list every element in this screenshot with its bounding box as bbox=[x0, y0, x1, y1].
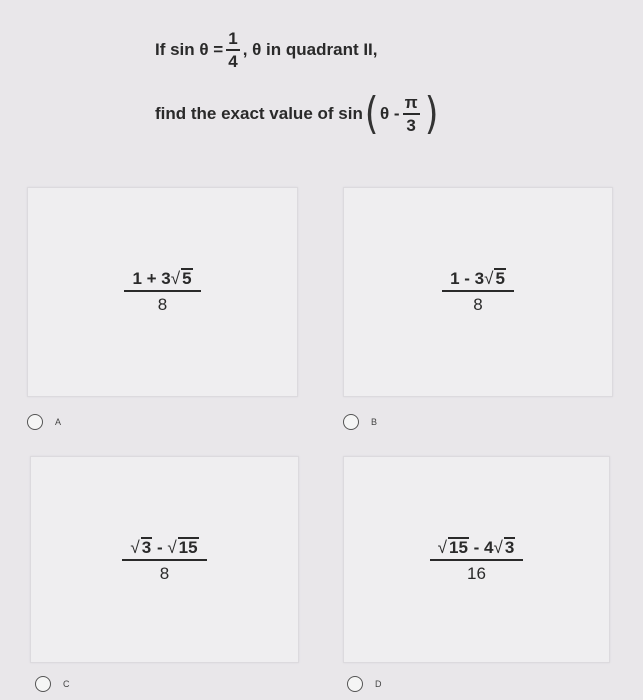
theta-minus: θ - bbox=[380, 104, 400, 123]
question-find-text: find the exact value of sin bbox=[155, 104, 363, 123]
option-d-label: D bbox=[375, 679, 382, 689]
option-b-label: B bbox=[371, 417, 378, 427]
right-paren: ) bbox=[424, 88, 439, 139]
question-given-text: If sin θ = bbox=[155, 40, 224, 59]
option-a-radio[interactable] bbox=[27, 414, 43, 430]
question-prompt bbox=[0, 0, 643, 170]
option-card-d[interactable] bbox=[343, 456, 610, 663]
option-c-radio[interactable] bbox=[35, 676, 51, 692]
option-b-choice[interactable] bbox=[343, 414, 377, 430]
option-d-choice[interactable] bbox=[347, 676, 382, 692]
option-c-expression: $\frac{√ 3 - √ 15}{8}$ bbox=[122, 537, 206, 582]
option-card-b[interactable] bbox=[343, 187, 613, 397]
option-c-label: C bbox=[63, 679, 70, 689]
option-d-expression: $\frac{√ 15 - 4√ 3}{16}$ bbox=[430, 537, 524, 582]
option-c-choice[interactable] bbox=[35, 676, 70, 692]
question-quadrant-text: , θ in quadrant II, bbox=[242, 40, 378, 59]
question-line-1 bbox=[155, 30, 378, 70]
option-card-c[interactable] bbox=[30, 456, 299, 663]
fraction-pi-third: $\frac{\pi}{3}$ bbox=[404, 93, 418, 135]
option-b-radio[interactable] bbox=[343, 414, 359, 430]
option-d-radio[interactable] bbox=[347, 676, 363, 692]
left-paren: ( bbox=[364, 88, 379, 139]
fraction-one-fourth: $\frac{1}{4}$ bbox=[228, 29, 238, 71]
option-card-a[interactable] bbox=[27, 187, 298, 397]
option-a-choice[interactable] bbox=[27, 414, 61, 430]
option-b-expression: $\frac{1 - 3√ 5}{8}$ bbox=[442, 268, 514, 313]
question-line-2 bbox=[155, 88, 440, 139]
option-a-expression: $\frac{1 + 3√ 5}{8}$ bbox=[124, 268, 200, 313]
option-a-label: A bbox=[55, 417, 62, 427]
